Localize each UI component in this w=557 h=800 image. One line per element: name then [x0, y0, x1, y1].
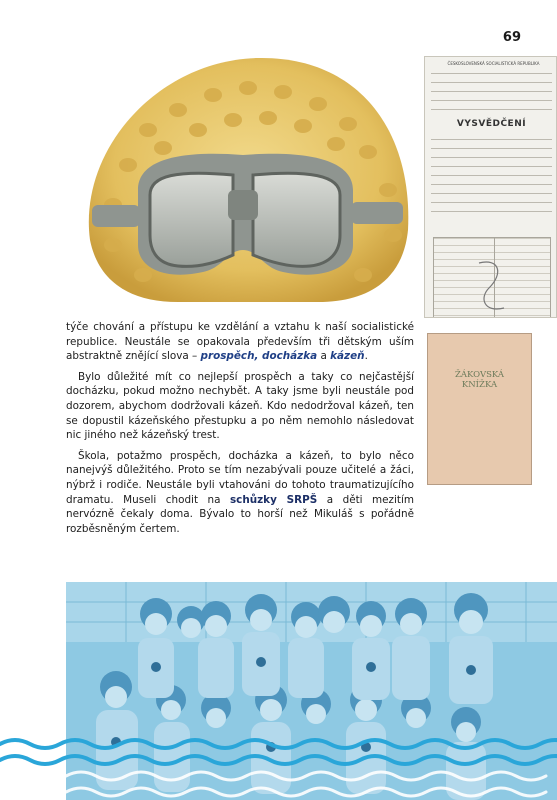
page-number: 69 — [502, 30, 521, 45]
report-card-header: ČESKOSLOVENSKÁ SOCIALISTICKÁ REPUBLIKA — [447, 61, 540, 66]
paragraph-1: týče chování a přístupu ke vzdělání a vztahu k naší socialistické republice. Neustále se opakovala především tři dětským uším abstraktně znějící slova – prospěch, docházka a kázeň. — [66, 321, 414, 363]
paragraph-2: Bylo důležité mít co nejlepší prospěch a taky co nejčastější docházku, pokud možno nechybět. A taky jsme byli neustále pod dozorem, abychom dodržovali kázeň. Kdo nedodržoval kázeň, ten se dopustil kázeňského přestupku a po něm nemohlo následovat nic jiného než kázeňský trest. — [66, 370, 414, 442]
pupil-book-title-line1: ŽÁKOVSKÁ — [454, 370, 505, 380]
report-card-title: VYSVĚDČENÍ — [456, 119, 527, 129]
report-card-lines — [431, 73, 552, 118]
paragraph-3: Škola, potažmo prospěch, docházka a kázeň, to bylo něco nanejvýš důležitého. Proto se tím nezabývali pouze učitelé a žáci, nýbrž i rodiče. Neustále byli vtahováni do tohoto traumatizujícího dramatu. Museli chodit na schůzky SRPŠ a děti mezitím nervózně čekaly doma. Bývalo to horší než Mikuláš s pořádně rozběsněným čertem. — [66, 449, 414, 535]
swim-cap-goggles-photo — [68, 40, 420, 322]
emphasis-srps: schůzky SRPŠ — [229, 493, 318, 506]
pupil-book-image — [427, 333, 532, 485]
emphasis-kazen: kázeň — [330, 350, 365, 363]
report-card-fields — [431, 139, 552, 220]
pupil-book-title — [428, 370, 531, 390]
report-card-grades-table — [433, 237, 551, 318]
report-card-image — [424, 56, 557, 318]
emphasis-prospech-dochazka: prospěch, docházka — [200, 350, 318, 363]
pupil-book-title-line2: KNÍŽKA — [461, 380, 498, 390]
article-body — [66, 320, 414, 536]
wave-decoration — [0, 730, 557, 800]
